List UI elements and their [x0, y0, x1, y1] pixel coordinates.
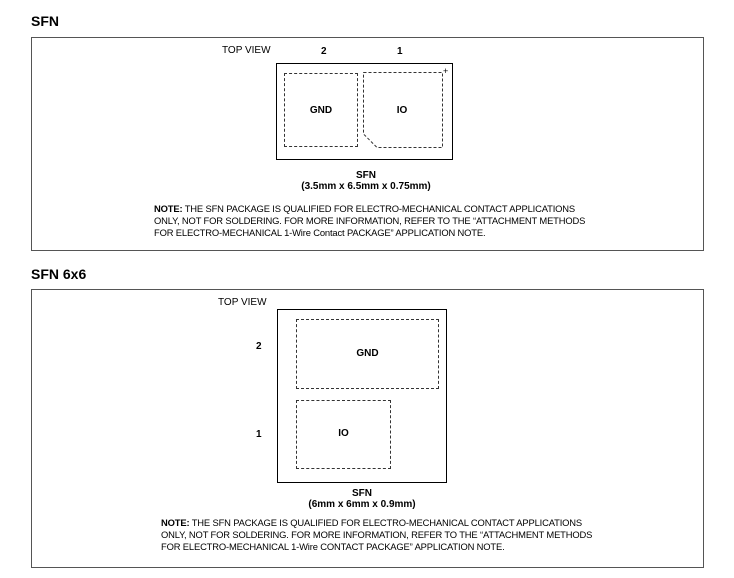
section2-title: SFN 6x6: [31, 266, 87, 282]
section1-top-view-label: TOP VIEW: [222, 45, 271, 56]
section2-gnd-pad-label: GND: [356, 348, 379, 359]
section1-title: SFN: [31, 13, 59, 29]
section1-pin1-label: 1: [397, 46, 403, 57]
section2-note-line1: THE SFN PACKAGE IS QUALIFIED FOR ELECTRO-MECHANICAL CONTACT APPLICATIONS: [189, 517, 583, 528]
section1-note-label: NOTE:: [154, 203, 183, 214]
section2-note-line3: FOR ELECTRO-MECHANICAL 1-Wire CONTACT PACKAGE” APPLICATION NOTE.: [161, 541, 505, 552]
section2-pin2-label: 2: [256, 341, 262, 352]
section1-gnd-pad-label: GND: [309, 105, 333, 116]
section2-caption-dims: (6mm x 6mm x 0.9mm): [308, 499, 416, 510]
section2-note-label: NOTE:: [161, 517, 190, 528]
section1-caption-dims: (3.5mm x 6.5mm x 0.75mm): [301, 181, 431, 192]
section1-pin2-label: 2: [321, 46, 327, 57]
section1-pin1-plus-mark: +: [443, 66, 449, 76]
section2-pin1-label: 1: [256, 429, 262, 440]
section1-io-pad-label: IO: [396, 105, 408, 116]
section1-note-line2: ONLY, NOT FOR SOLDERING. FOR MORE INFORMATION, REFER TO THE “ATTACHMENT METHODS: [154, 215, 586, 226]
section2-caption-name: SFN: [352, 488, 372, 499]
section1-caption-name: SFN: [356, 170, 376, 181]
section1-note-line3: FOR ELECTRO-MECHANICAL 1-Wire Contact PACKAGE” APPLICATION NOTE.: [154, 227, 486, 238]
section1-note-line1: THE SFN PACKAGE IS QUALIFIED FOR ELECTRO-MECHANICAL CONTACT APPLICATIONS: [182, 203, 576, 214]
section2-note: [161, 517, 592, 553]
section1-note: [154, 203, 585, 239]
section2-io-pad-label: IO: [338, 428, 349, 439]
section2-note-line2: ONLY, NOT FOR SOLDERING. FOR MORE INFORMATION, REFER TO THE “ATTACHMENT METHODS: [161, 529, 593, 540]
section2-top-view-label: TOP VIEW: [218, 297, 267, 308]
